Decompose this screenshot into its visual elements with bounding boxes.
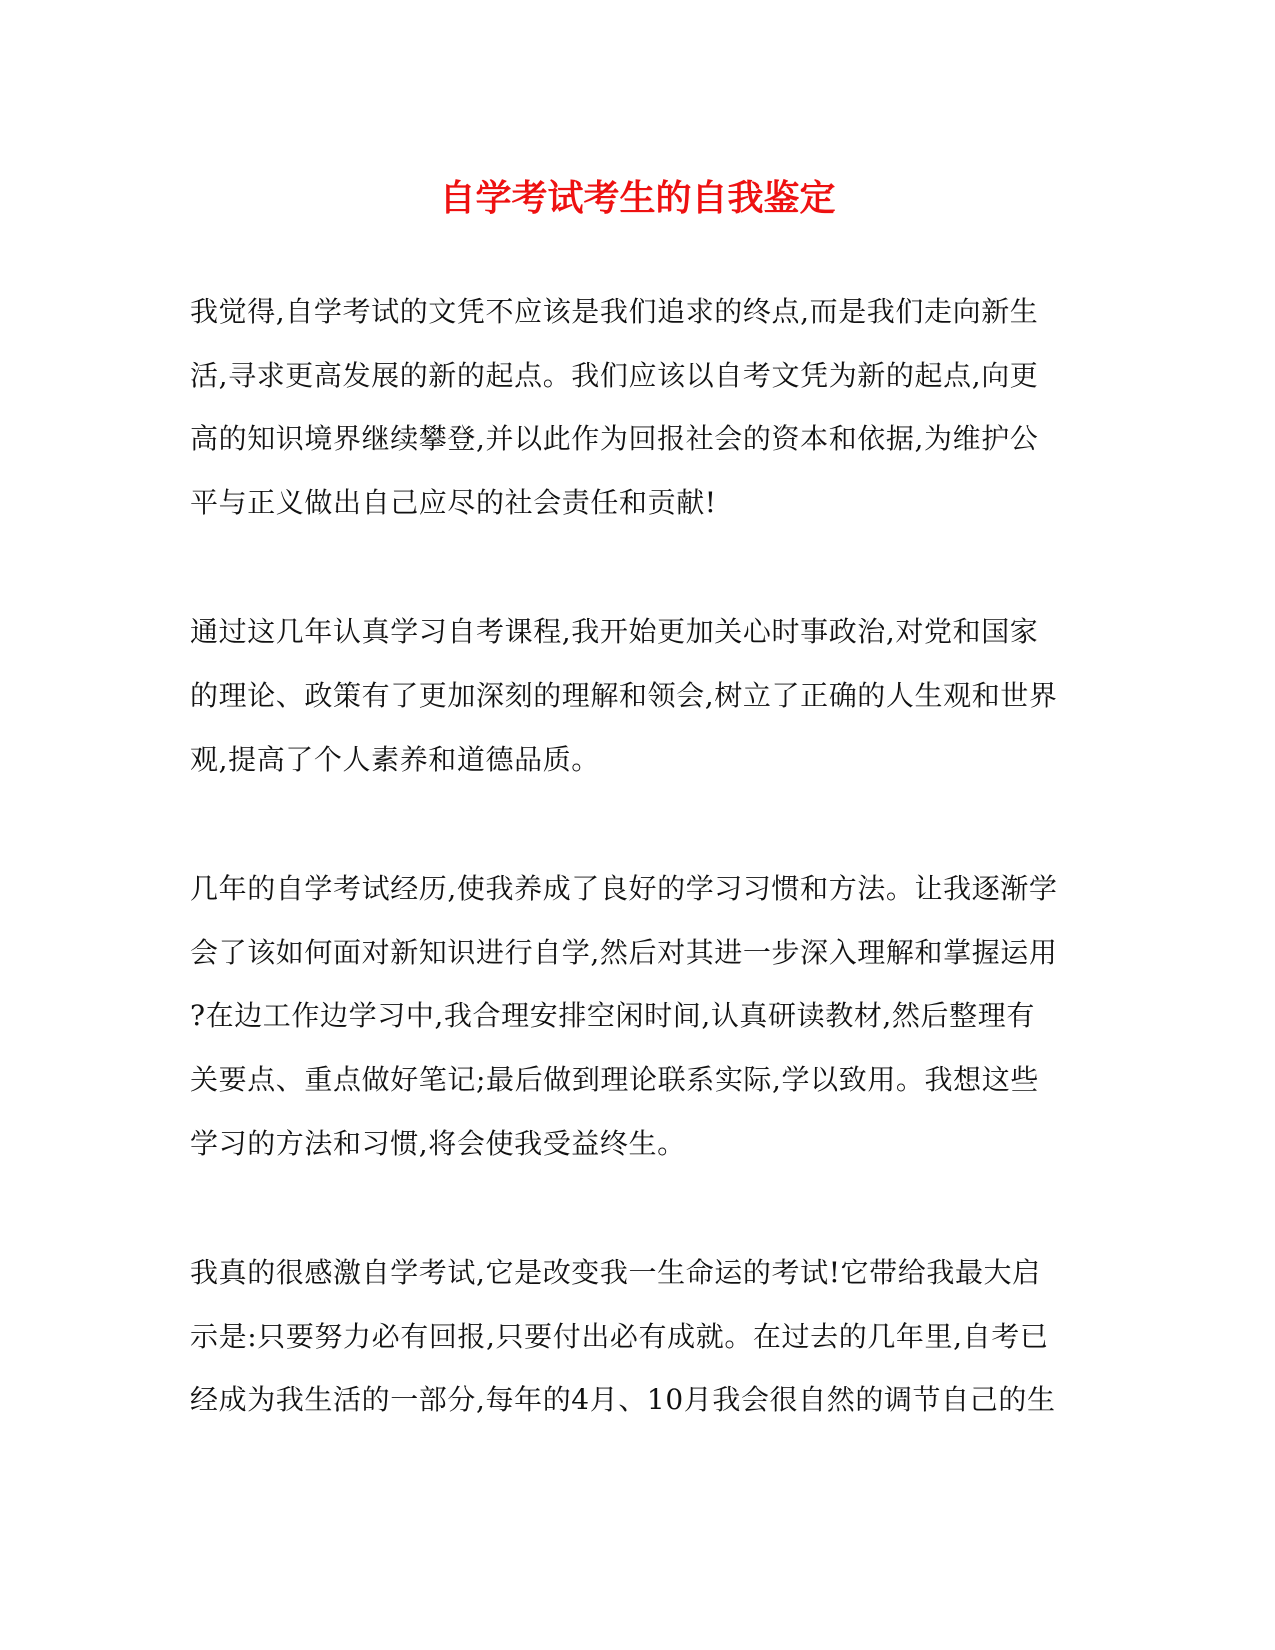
document-body <box>190 280 1090 1498</box>
paragraph-3 <box>190 857 1090 1175</box>
paragraph-line: 活,寻求更高发展的新的起点。我们应该以自考文凭为新的起点,向更 <box>190 358 1039 392</box>
paragraph-line: 通过这几年认真学习自考课程,我开始更加关心时事政治,对党和国家 <box>190 615 1039 649</box>
paragraph-line: 高的知识境界继续攀登,并以此作为回报社会的资本和依据,为维护公 <box>190 422 1039 456</box>
paragraph-line: 的理论、政策有了更加深刻的理解和领会,树立了正确的人生观和世界 <box>190 678 1058 712</box>
document-title: 自学考试考生的自我鉴定 <box>439 177 836 219</box>
paragraph-line: 几年的自学考试经历,使我养成了良好的学习习惯和方法。让我逐渐学 <box>190 872 1058 906</box>
paragraph-line: 我真的很感激自学考试,它是改变我一生命运的考试!它带给我最大启 <box>190 1256 1041 1290</box>
paragraph-line: ?在边工作边学习中,我合理安排空闲时间,认真研读教材,然后整理有 <box>190 999 1035 1033</box>
paragraph-line: 平与正义做出自己应尽的社会责任和贡献! <box>190 485 717 519</box>
paragraph-line: 观,提高了个人素养和道德品质。 <box>190 742 600 776</box>
paragraph-line: 经成为我生活的一部分,每年的4月、10月我会很自然的调节自己的生 <box>190 1383 1056 1417</box>
paragraph-4 <box>190 1241 1090 1432</box>
paragraph-line: 会了该如何面对新知识进行自学,然后对其进一步深入理解和掌握运用 <box>190 935 1058 969</box>
paragraph-line: 学习的方法和习惯,将会使我受益终生。 <box>190 1126 686 1160</box>
paragraph-line: 我觉得,自学考试的文凭不应该是我们追求的终点,而是我们走向新生 <box>190 295 1039 328</box>
paragraph-2 <box>190 600 1090 791</box>
paragraph-line: 关要点、重点做好笔记;最后做到理论联系实际,学以致用。我想这些 <box>190 1062 1039 1096</box>
paragraph-1 <box>190 280 1090 534</box>
paragraph-line: 示是:只要努力必有回报,只要付出必有成就。在过去的几年里,自考已 <box>190 1319 1049 1353</box>
